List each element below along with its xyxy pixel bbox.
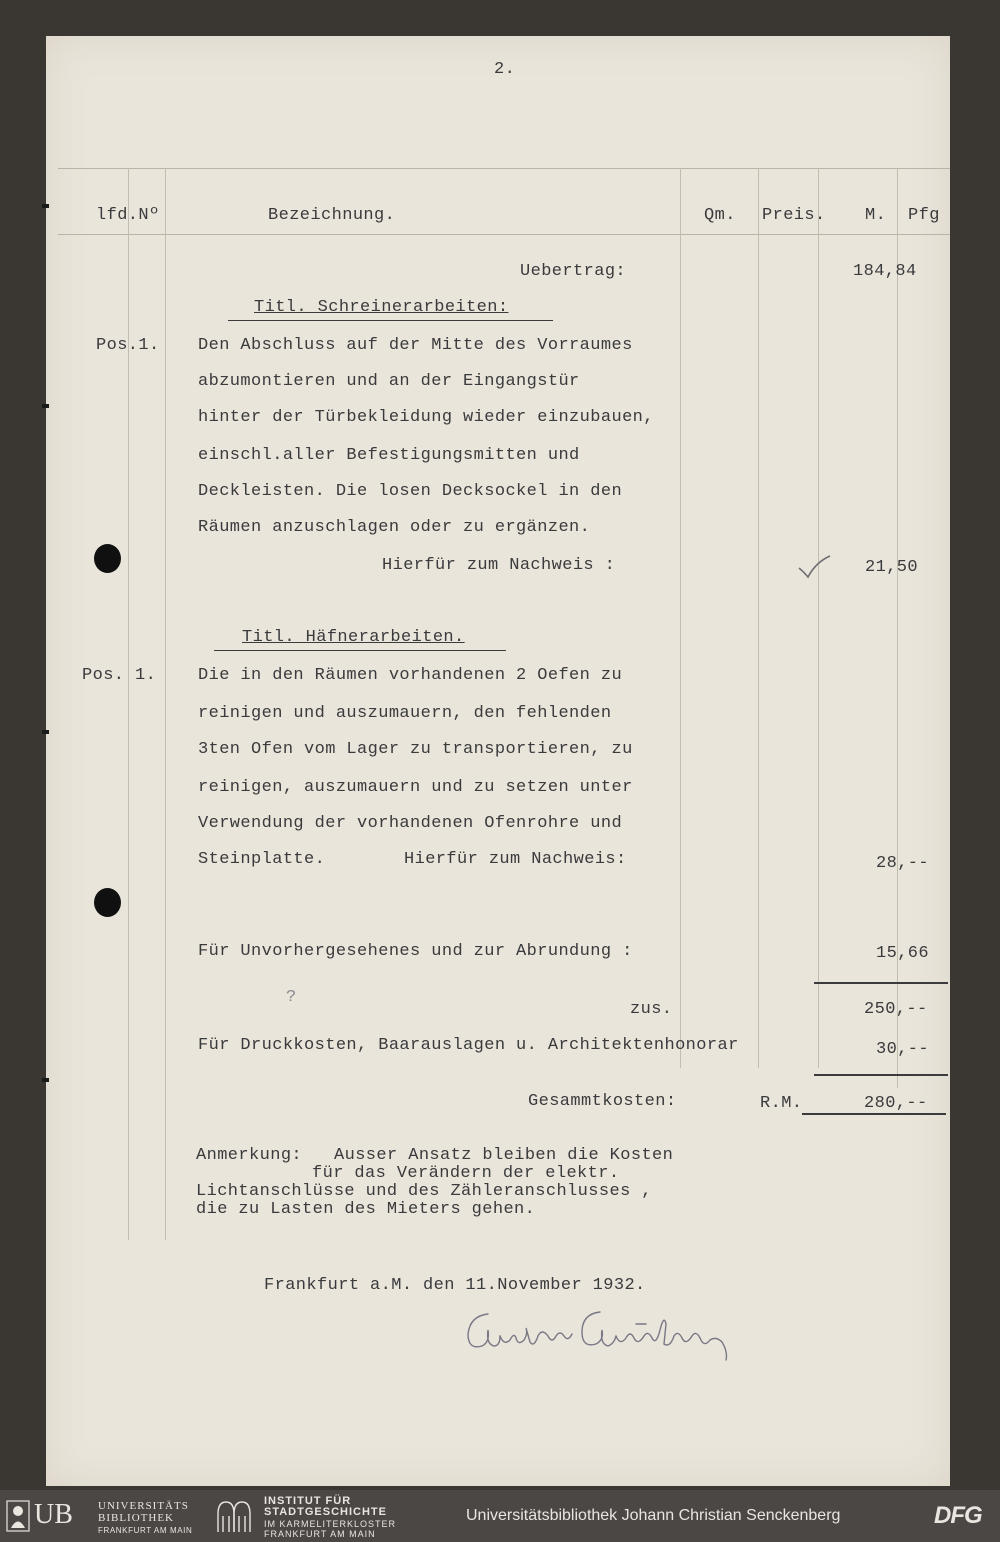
ub-crest-icon [6, 1500, 30, 1532]
header-bezeichnung: Bezeichnung. [268, 206, 396, 225]
anmerkung-line: Ausser Ansatz bleiben die Kosten [334, 1146, 674, 1165]
document-page [46, 36, 950, 1486]
page-number: 2. [494, 60, 516, 79]
footer-bar [0, 1490, 1000, 1542]
anmerkung-label: Anmerkung: [196, 1146, 303, 1165]
body-line: Den Abschluss auf der Mitte des Vorraumes [198, 336, 633, 355]
body-line: Verwendung der vorhandenen Ofenrohre und [198, 814, 623, 833]
question-mark: ? [286, 988, 297, 1007]
binding-stitch [42, 204, 49, 208]
unvorhergesehen-label: Für Unvorhergesehenes und zur Abrundung : [198, 942, 633, 961]
body-line: abzumontieren und an der Eingangstür [198, 372, 580, 391]
anmerkung-line: Lichtanschlüsse und des Zähleranschlusses , [196, 1182, 652, 1201]
druckkosten-label: Für Druckkosten, Baarauslagen u. Architektenhonorar [198, 1036, 739, 1055]
punch-hole-top [94, 544, 121, 573]
column-rule [758, 168, 759, 1068]
position-label: Pos. 1. [82, 666, 157, 685]
section-title-schreinerarbeiten: Titl. Schreinerarbeiten: [254, 298, 509, 317]
sum-rule [814, 1074, 948, 1076]
isg-name-line2: STADTGESCHICHTE [264, 1506, 387, 1518]
uebertrag-label: Uebertrag: [520, 262, 627, 281]
nachweis-label: Hierfür zum Nachweis : [382, 556, 616, 575]
isg-name-line1: INSTITUT FÜR [264, 1495, 352, 1507]
nachweis-label: Hierfür zum Nachweis: [404, 850, 627, 869]
column-rule [818, 168, 819, 1068]
header-lfd-nr: lfd.Nº [96, 206, 160, 225]
body-line: Räumen anzuschlagen oder zu ergänzen. [198, 518, 591, 537]
isg-name-line4: FRANKFURT AM MAIN [264, 1529, 376, 1539]
body-line: hinter der Türbekleidung wieder einzubauen, [198, 408, 654, 427]
ub-name-line3: FRANKFURT AM MAIN [98, 1526, 193, 1535]
binding-stitch [42, 730, 49, 734]
punch-hole-bottom [94, 888, 121, 917]
ub-name-line2: BIBLIOTHEK [98, 1512, 174, 1524]
body-line: Die in den Räumen vorhandenen 2 Oefen zu [198, 666, 623, 685]
uebertrag-amount: 184,84 [853, 262, 917, 281]
gesamt-currency: R.M. [760, 1094, 803, 1113]
header-preis: Preis. [762, 206, 826, 225]
header-bottom-rule [58, 234, 950, 235]
sum-rule [814, 982, 948, 984]
section-title-haefnerarbeiten: Titl. Häfnerarbeiten. [242, 628, 465, 647]
body-line: Steinplatte. [198, 850, 326, 869]
footer-center-text: Universitätsbibliothek Johann Christian Senckenberg [466, 1507, 841, 1524]
dfg-logo: DFG [934, 1502, 982, 1529]
checkmark-icon [796, 554, 832, 580]
column-rule [680, 168, 681, 1068]
header-pfg: Pfg [908, 206, 940, 225]
binding-stitch [42, 1078, 49, 1082]
header-qm: Qm. [704, 206, 736, 225]
body-line: reinigen, auszumauern und zu setzen unter [198, 778, 633, 797]
section2-amount: 28,-- [876, 854, 930, 873]
anmerkung-line: für das Verändern der elektr. [312, 1164, 620, 1183]
isg-arch-icon [214, 1498, 254, 1534]
unvorhergesehen-amount: 15,66 [876, 944, 930, 963]
column-rule [165, 168, 166, 1240]
isg-name-line3: IM KARMELITERKLOSTER [264, 1519, 397, 1529]
column-rule [128, 168, 129, 1240]
total-underline [802, 1113, 946, 1115]
ub-name-line1: UNIVERSITÄTS [98, 1500, 189, 1512]
anmerkung-line: die zu Lasten des Mieters gehen. [196, 1200, 536, 1219]
body-line: 3ten Ofen vom Lager zu transportieren, zu [198, 740, 633, 759]
body-line: Deckleisten. Die losen Decksockel in den [198, 482, 623, 501]
body-line: einschl.aller Befestigungsmitten und [198, 446, 580, 465]
header-m: M. [865, 206, 887, 225]
body-line: reinigen und auszumauern, den fehlenden [198, 704, 612, 723]
position-label: Pos.1. [96, 336, 160, 355]
zus-label: zus. [630, 1000, 673, 1019]
zus-amount: 250,-- [864, 1000, 928, 1019]
ub-logo: UB [34, 1499, 73, 1530]
binding-stitch [42, 404, 49, 408]
section-title-underline [228, 320, 553, 321]
table-top-rule [58, 168, 950, 169]
signature [460, 1300, 760, 1370]
place-date: Frankfurt a.M. den 11.November 1932. [264, 1276, 646, 1295]
section-title-underline [214, 650, 506, 651]
druckkosten-amount: 30,-- [876, 1040, 930, 1059]
gesamt-label: Gesammtkosten: [528, 1092, 677, 1111]
gesamt-amount: 280,-- [864, 1094, 928, 1113]
section1-amount: 21,50 [865, 558, 919, 577]
